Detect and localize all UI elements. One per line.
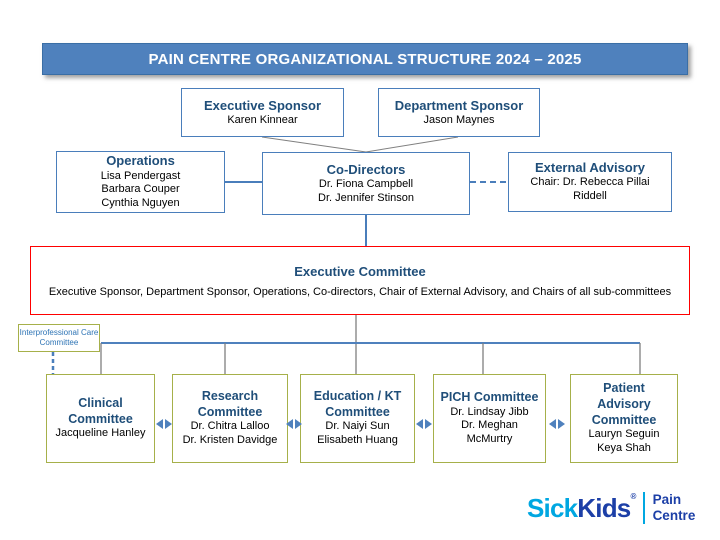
page-title: PAIN CENTRE ORGANIZATIONAL STRUCTURE 2024 – 2025 — [148, 50, 582, 68]
external-advisory-box — [508, 152, 672, 212]
sickkids-wordmark — [527, 492, 636, 524]
co-directors-box — [262, 152, 470, 215]
patient-advisory-committee-member: Keya Shah — [597, 441, 651, 454]
arrow-left-icon — [416, 419, 423, 429]
co-directors-member: Dr. Fiona Campbell — [318, 177, 414, 190]
operations-title: Operations — [106, 153, 175, 169]
logo-centre-line: Centre — [652, 508, 696, 524]
executive-committee-box — [30, 246, 690, 315]
department-sponsor-title: Department Sponsor — [394, 97, 524, 113]
department-sponsor-member: Jason Maynes — [423, 113, 495, 126]
co-directors-member: Dr. Jennifer Stinson — [318, 191, 414, 204]
patient-advisory-committee-title: Patient Advisory Committee — [591, 381, 657, 427]
pich-committee-title: PICH Committee — [440, 390, 539, 405]
education-kt-committee-box — [300, 374, 415, 463]
arrow-right-icon — [295, 419, 302, 429]
department-sponsor-box — [378, 88, 540, 137]
research-committee-title: Research Committee — [197, 389, 263, 419]
executive-sponsor-box — [181, 88, 344, 137]
operations-box — [56, 151, 225, 213]
logo-sick-text: Sick — [527, 493, 578, 524]
interprofessional-care-committee-box — [18, 324, 100, 352]
operations-member: Barbara Couper — [101, 183, 180, 196]
patient-advisory-committee-box — [570, 374, 678, 463]
interprofessional-care-committee-title: Interprofessional Care Committee — [19, 328, 99, 347]
arrow-left-icon — [156, 419, 163, 429]
connector-exec-sponsor-to-codirectors — [262, 137, 366, 152]
pich-committee-member: Dr. Meghan McMurtry — [461, 419, 518, 446]
arrow-left-icon — [549, 419, 556, 429]
double-arrow-icon — [549, 419, 565, 429]
sickkids-logo — [527, 492, 695, 524]
co-directors-title: Co-Directors — [326, 161, 406, 177]
title-banner — [42, 43, 688, 75]
connector-dept-sponsor-to-codirectors — [366, 137, 458, 152]
pich-committee-box — [433, 374, 546, 463]
arrow-left-icon — [286, 419, 293, 429]
arrow-right-icon — [558, 419, 565, 429]
operations-member: Cynthia Nguyen — [101, 197, 180, 209]
research-committee-member: Dr. Chitra Lalloo — [190, 420, 270, 433]
executive-committee-title: Executive Committee — [294, 263, 426, 279]
clinical-committee-box — [46, 374, 155, 463]
logo-pain-line: Pain — [652, 492, 682, 507]
logo-kids-text: Kids — [577, 493, 631, 524]
education-kt-committee-title: Education / KT Committee — [313, 389, 402, 419]
pain-centre-logo-text — [653, 492, 696, 524]
arrow-right-icon — [425, 419, 432, 429]
arrow-right-icon — [165, 419, 172, 429]
pich-committee-member: Dr. Lindsay Jibb — [450, 405, 529, 418]
clinical-committee-member: Jacqueline Hanley — [55, 427, 146, 440]
double-arrow-icon — [416, 419, 432, 429]
executive-sponsor-title: Executive Sponsor — [203, 97, 322, 113]
external-advisory-member: Chair: Dr. Rebecca Pillai Riddell — [530, 176, 650, 203]
clinical-committee-title: Clinical Committee — [68, 396, 133, 426]
operations-member: Lisa Pendergast — [100, 169, 181, 182]
executive-sponsor-member: Karen Kinnear — [227, 113, 298, 126]
double-arrow-icon — [156, 419, 172, 429]
education-kt-committee-member: Elisabeth Huang — [317, 434, 398, 447]
executive-committee-description: Executive Sponsor, Department Sponsor, Operations, Co-directors, Chair of External Advisory, and Chairs of all sub-committees — [48, 285, 672, 298]
education-kt-committee-member: Dr. Naiyi Sun — [325, 420, 390, 433]
research-committee-member: Dr. Kristen Davidge — [182, 434, 278, 447]
logo-divider — [643, 492, 645, 524]
double-arrow-icon — [286, 419, 302, 429]
patient-advisory-committee-member: Lauryn Seguin — [588, 428, 660, 441]
registered-trademark-icon: ® — [630, 492, 636, 502]
research-committee-box — [172, 374, 288, 463]
external-advisory-title: External Advisory — [534, 160, 646, 176]
